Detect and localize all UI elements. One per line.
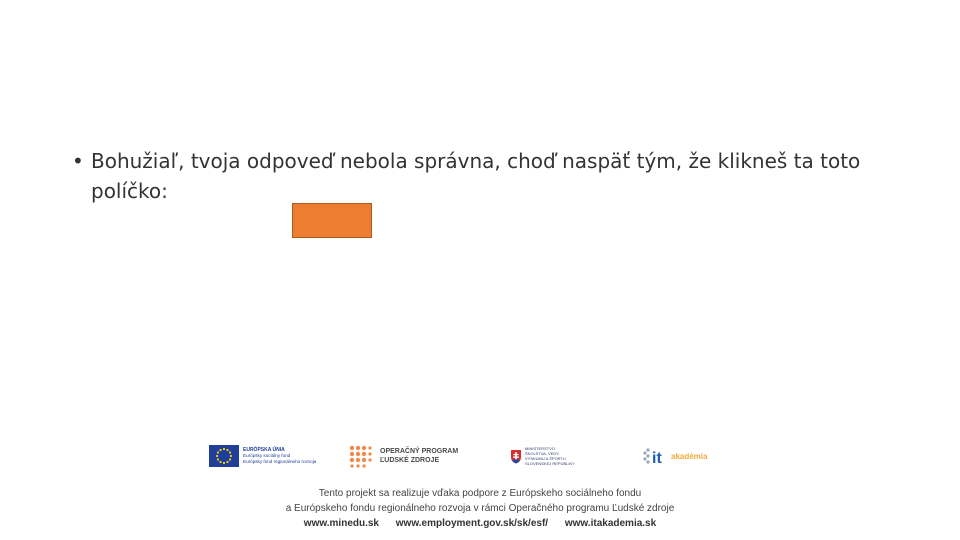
op-ludske-zdroje-logo: [348, 438, 460, 474]
footer-line2: a Európskeho fondu regionálneho rozvoja v rámci Operačného programu Ľudské zdroje: [285, 503, 675, 514]
eu-flag-icon: [209, 445, 239, 467]
it-mark-text: it: [652, 450, 662, 467]
op-logo-text: [380, 447, 460, 465]
eu-logo-line1: EURÓPSKA ÚNIA: [243, 446, 285, 453]
footer-link-minedu[interactable]: www.minedu.sk: [303, 518, 379, 529]
message-text: Bohužiaľ, tvoja odpoveď nebola správna, choď naspäť tým, že klikneš ta toto políčko:: [91, 149, 861, 203]
op-logo-line1: OPERAČNÝ PROGRAM: [380, 448, 459, 455]
ministry-logo-line3: VÝSKUMU A ŠPORTU: [525, 456, 566, 461]
slovak-crest-icon: [510, 449, 522, 464]
op-dots-icon: [348, 444, 372, 468]
bullet-dot: •: [72, 149, 84, 173]
go-back-button[interactable]: [292, 203, 372, 238]
footer-link-itakademia[interactable]: www.itakademia.sk: [564, 518, 657, 529]
eu-logo-line2: Európsky sociálny fond: [243, 453, 291, 459]
op-logo-line2: ĽUDSKÉ ZDROJE: [380, 457, 440, 464]
footer: [0, 486, 960, 531]
eu-logo: [209, 438, 333, 474]
message-bullet: [72, 146, 902, 206]
ministry-logo-text: [525, 446, 580, 466]
ministry-logo-line2: ŠKOLSTVA, VEDY,: [525, 451, 560, 456]
it-akademia-logo: [641, 438, 707, 474]
ministry-logo-line1: MINISTERSTVO: [525, 446, 556, 451]
footer-links: [0, 516, 960, 531]
eu-logo-line3: Európsky fond regionálneho rozvoja: [243, 458, 317, 464]
it-akademia-mark-icon: [641, 445, 669, 467]
logo-strip: [0, 438, 960, 478]
footer-line1: Tento projekt sa realizuje vďaka podpore z Európskeho sociálneho fondu: [318, 488, 642, 499]
footer-link-employment[interactable]: www.employment.gov.sk/sk/esf/: [395, 518, 549, 529]
ministry-logo-line4: SLOVENSKEJ REPUBLIKY: [525, 461, 575, 466]
ministry-logo: [510, 438, 580, 474]
it-akademia-text: akadémia: [671, 451, 708, 461]
eu-logo-text: [243, 448, 333, 465]
